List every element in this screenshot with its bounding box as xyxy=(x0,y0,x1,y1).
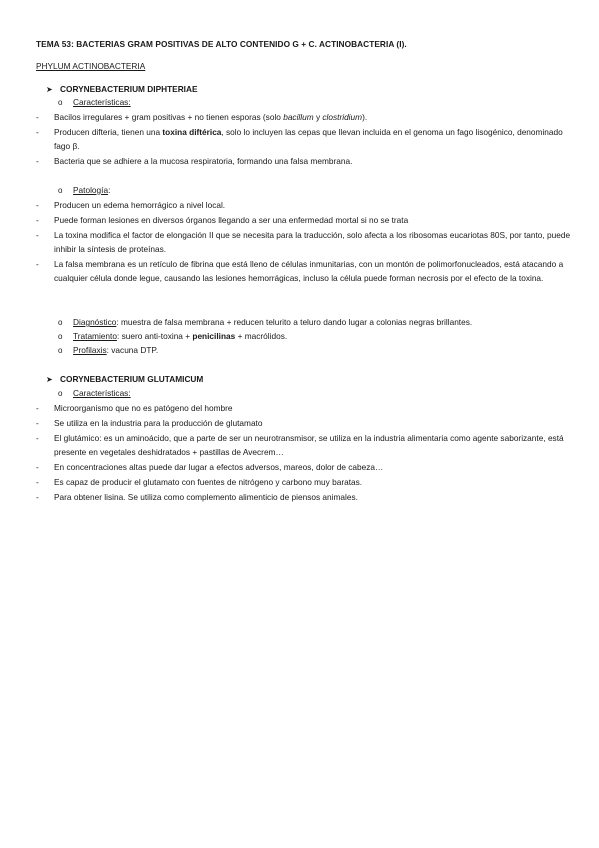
list-item: - La toxina modifica el factor de elongación II que se necesita para la traducción, solo afecta a los ribosomas eucariotas 80S, por tanto, puede inhibir la síntesis de proteínas. xyxy=(36,228,576,256)
document-title: TEMA 53: BACTERIAS GRAM POSITIVAS DE ALTO CONTENIDO G + C. ACTINOBACTERIA (I). xyxy=(36,39,407,49)
list-caracteristicas-glutamicum xyxy=(36,401,576,505)
section-title: CORYNEBACTERIUM GLUTAMICUM xyxy=(60,374,204,384)
list-item: - Producen difteria, tienen una toxina diftérica, solo lo incluyen las cepas que llevan incluida en el genoma un fago lisogénico, denominado fago β. xyxy=(36,125,576,153)
arrow-bullet-icon: ➤ xyxy=(46,85,53,94)
section-heading-glutamicum xyxy=(46,374,203,384)
circle-bullet-icon: o xyxy=(58,346,63,355)
list-item: - La falsa membrana es un retículo de fibrina que está lleno de células inmunitarias, con un montón de polimorfonucleados, está atacando a cualquier célula donde legue, causando las lesiones hemorrágicas, incluso la célula puede forman necrosis por el efecto de la toxina. xyxy=(36,257,576,285)
list-item: - Producen un edema hemorrágico a nivel local. xyxy=(36,198,576,212)
subheading-label: Características: xyxy=(73,388,131,398)
list-caracteristicas-diphteriae xyxy=(36,110,576,169)
circle-bullet-icon: o xyxy=(58,389,63,398)
list-patologia xyxy=(36,198,576,286)
subheading-diagnostico: o Diagnóstico: muestra de falsa membrana + reducen telurito a teluro dando lugar a colonias negras brillantes. xyxy=(58,317,473,327)
subheading-patologia: o Patología: xyxy=(58,185,111,195)
list-item: - El glutámico: es un aminoácido, que a parte de ser un neurotransmisor, se utiliza en la industria alimentaria como agente saborizante, está presente en vegetales deshidratados + pastillas de Avecrem… xyxy=(36,431,576,459)
list-item: - Puede forman lesiones en diversos órganos llegando a ser una enfermedad mortal si no se trata xyxy=(36,213,576,227)
list-item: - Microorganismo que no es patógeno del hombre xyxy=(36,401,576,415)
arrow-bullet-icon: ➤ xyxy=(46,375,53,384)
subheading-caracteristicas-2 xyxy=(58,388,131,398)
section-heading-diphteriae xyxy=(46,84,198,94)
list-item: - Es capaz de producir el glutamato con fuentes de nitrógeno y carbono muy baratas. xyxy=(36,475,576,489)
circle-bullet-icon: o xyxy=(58,332,63,341)
circle-bullet-icon: o xyxy=(58,186,63,195)
list-item: - En concentraciones altas puede dar lugar a efectos adversos, mareos, dolor de cabeza… xyxy=(36,460,576,474)
circle-bullet-icon: o xyxy=(58,98,63,107)
phylum-heading: PHYLUM ACTINOBACTERIA xyxy=(36,61,146,71)
section-title: CORYNEBACTERIUM DIPHTERIAE xyxy=(60,84,198,94)
list-item: - Bacilos irregulares + gram positivas + no tienen esporas (solo bacillum y clostridium). xyxy=(36,110,576,124)
subheading-label: Características: xyxy=(73,97,131,107)
list-item: - Para obtener lisina. Se utiliza como complemento alimenticio de piensos animales. xyxy=(36,490,576,504)
subheading-profilaxis: o Profilaxis: vacuna DTP. xyxy=(58,345,159,355)
subheading-caracteristicas xyxy=(58,97,131,107)
circle-bullet-icon: o xyxy=(58,318,63,327)
list-item: - Bacteria que se adhiere a la mucosa respiratoria, formando una falsa membrana. xyxy=(36,154,576,168)
list-item: - Se utiliza en la industria para la producción de glutamato xyxy=(36,416,576,430)
subheading-label: Patología xyxy=(73,185,109,195)
subheading-tratamiento: o Tratamiento: suero anti-toxina + penicilinas + macrólidos. xyxy=(58,331,288,341)
